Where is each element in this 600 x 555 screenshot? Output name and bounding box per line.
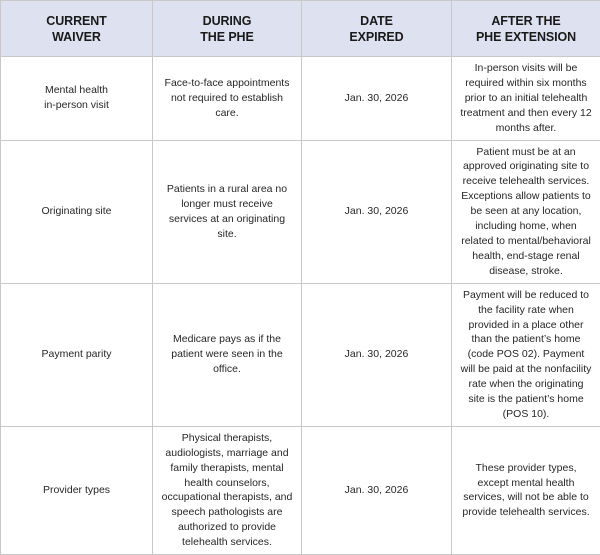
column-header-date-expired — [302, 1, 452, 57]
waiver-name-line-2: in-person visit — [9, 98, 144, 113]
waiver-name-line-1: Mental health — [9, 83, 144, 98]
column-header-after-the-phe-extension — [452, 1, 600, 57]
waiver-name-line-1: Originating site — [9, 204, 144, 219]
column-header-line-2: THE PHE — [159, 29, 295, 45]
cell-date-expired: Jan. 30, 2026 — [302, 283, 452, 426]
column-header-line-1: DATE — [308, 13, 445, 29]
cell-current-waiver — [1, 140, 153, 283]
column-header-line-1: CURRENT — [7, 13, 146, 29]
cell-current-waiver — [1, 57, 153, 141]
column-header-line-1: DURING — [159, 13, 295, 29]
cell-after-the-phe-extension: In-person visits will be required within six months prior to an initial telehealth treatment and then every 12 months after. — [452, 57, 600, 141]
column-header-line-1: AFTER THE — [458, 13, 594, 29]
cell-current-waiver — [1, 426, 153, 554]
waiver-name-line-1: Payment parity — [9, 347, 144, 362]
table-header — [1, 1, 600, 57]
table-body — [1, 57, 600, 555]
cell-date-expired: Jan. 30, 2026 — [302, 426, 452, 554]
column-header-line-2: PHE EXTENSION — [458, 29, 594, 45]
cell-during-the-phe: Physical therapists, audiologists, marriage and family therapists, mental health counselors, occupational therapists, and speech pathologists are authorized to provide telehealth services. — [153, 426, 302, 554]
cell-current-waiver — [1, 283, 153, 426]
column-header-current-waiver — [1, 1, 153, 57]
table-row — [1, 426, 600, 554]
cell-date-expired: Jan. 30, 2026 — [302, 140, 452, 283]
column-header-during-the-phe — [153, 1, 302, 57]
cell-after-the-phe-extension: Patient must be at an approved originating site to receive telehealth services. Exceptions allow patients to be seen at any location, including home, when related to mental/behavioral health, end-stage renal disease, stroke. — [452, 140, 600, 283]
table-row — [1, 283, 600, 426]
cell-after-the-phe-extension: Payment will be reduced to the facility rate when provided in a place other than the patient’s home (code POS 02). Payment will be paid at the nonfacility rate when the originating site is the patient’s home (POS 10). — [452, 283, 600, 426]
cell-during-the-phe: Medicare pays as if the patient were seen in the office. — [153, 283, 302, 426]
column-header-line-2: EXPIRED — [308, 29, 445, 45]
waiver-name-line-1: Provider types — [9, 483, 144, 498]
table-header-row — [1, 1, 600, 57]
cell-during-the-phe: Patients in a rural area no longer must receive services at an originating site. — [153, 140, 302, 283]
cell-during-the-phe: Face-to-face appointments not required to establish care. — [153, 57, 302, 141]
table-row — [1, 57, 600, 141]
column-header-line-2: WAIVER — [7, 29, 146, 45]
cell-after-the-phe-extension: These provider types, except mental health services, will not be able to provide telehealth services. — [452, 426, 600, 554]
cell-date-expired: Jan. 30, 2026 — [302, 57, 452, 141]
table-row — [1, 140, 600, 283]
